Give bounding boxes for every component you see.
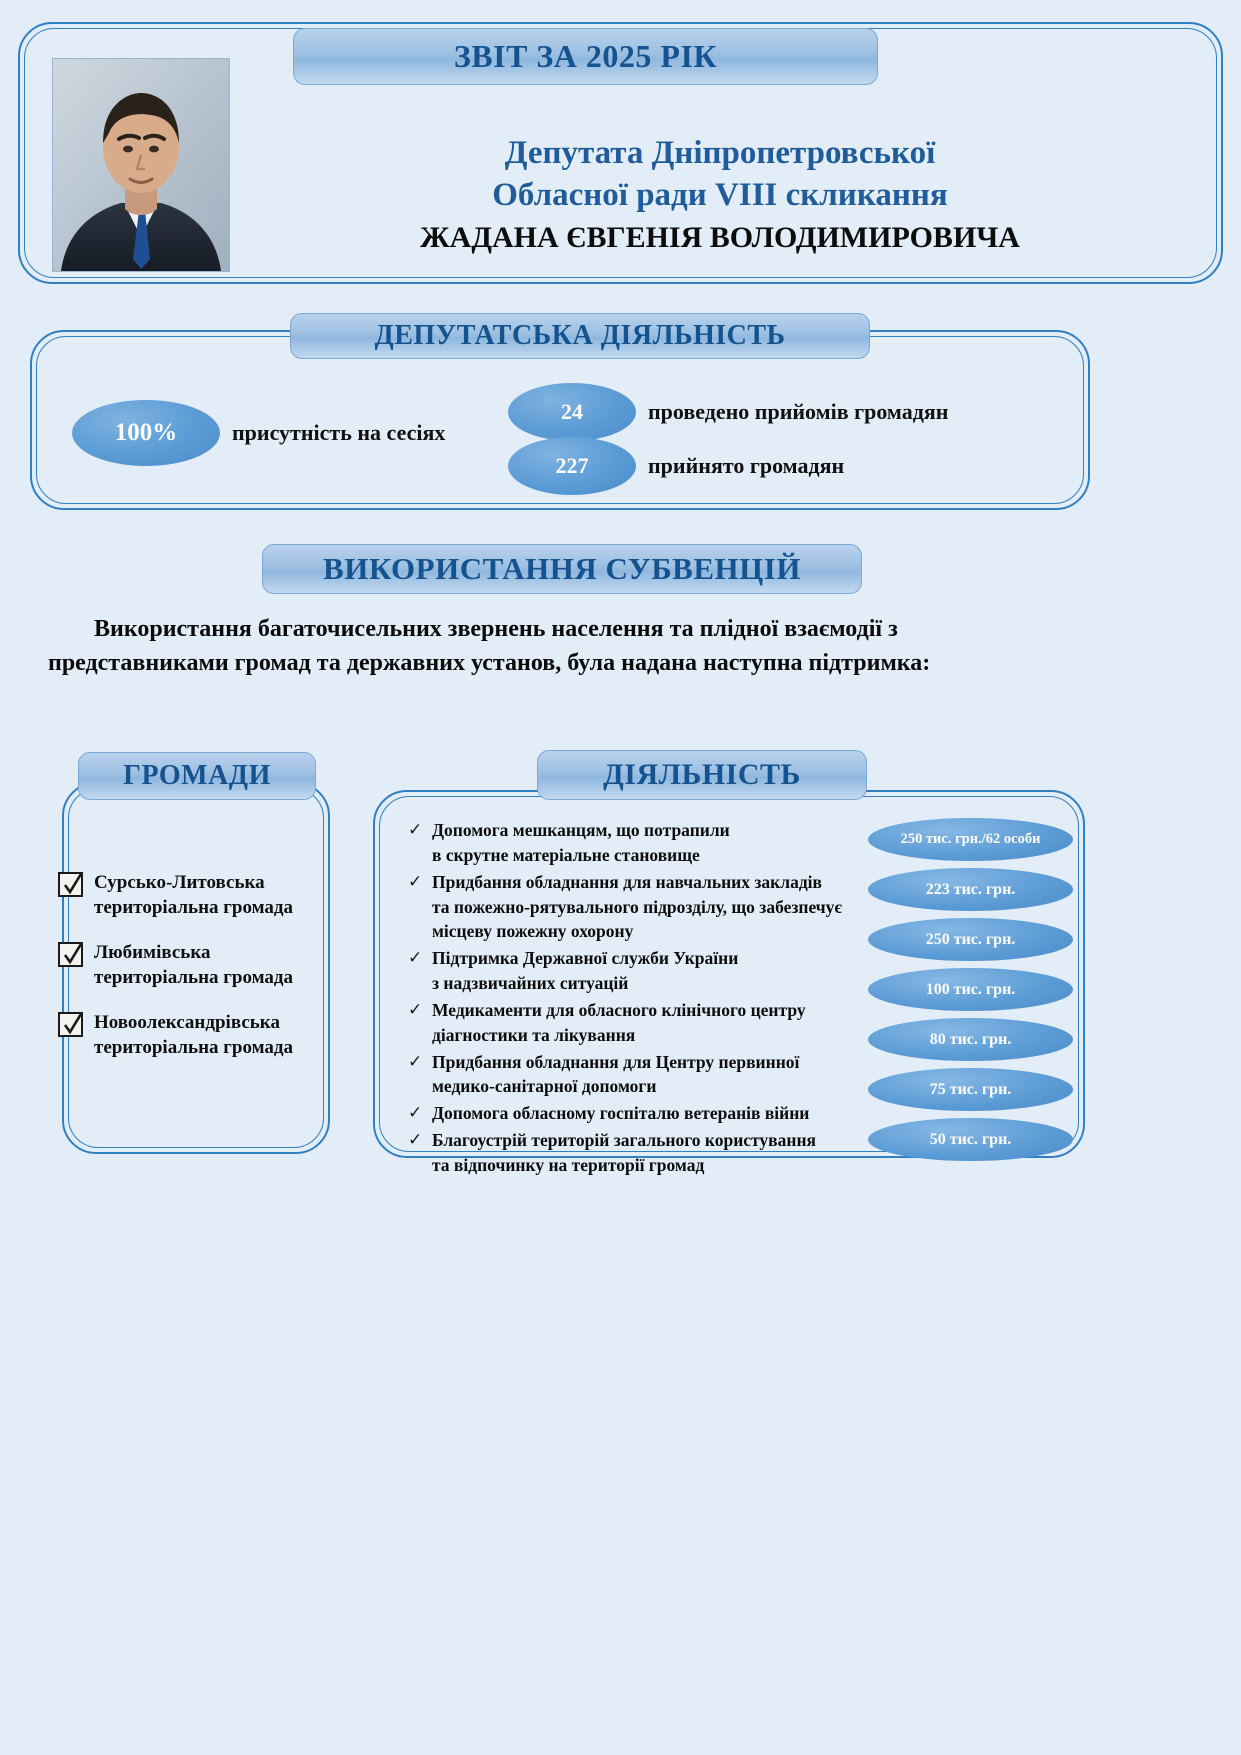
page-title: ЗВІТ ЗА 2025 РІК bbox=[293, 28, 878, 85]
community-label bbox=[94, 870, 293, 920]
amounts-column bbox=[868, 818, 1078, 1168]
header-line-1: Депутата Дніпропетровської bbox=[504, 135, 936, 171]
deed-line-1: Придбання обладнання для навчальних закладів bbox=[432, 871, 822, 892]
deed-line-1: Медикаменти для обласного клінічного центру bbox=[432, 999, 806, 1020]
checkmark-icon: ✓ bbox=[408, 948, 423, 968]
deed-line-3: місцеву пожежну охорону bbox=[432, 921, 634, 942]
deed-text bbox=[432, 818, 730, 868]
community-line-2: територіальна громада bbox=[94, 1037, 294, 1059]
deputy-name: ЖАДАНА ЄВГЕНІЯ ВОЛОДИМИРОВИЧА bbox=[420, 221, 1020, 255]
stat-attendance-label: присутність на сесіях bbox=[232, 420, 446, 445]
amount-badge: 100 тис. грн. bbox=[868, 968, 1073, 1011]
community-line-2: територіальна громада bbox=[94, 967, 294, 989]
amount-badge: 75 тис. грн. bbox=[868, 1068, 1073, 1111]
deed-line-2: в скрутне матеріальне становище bbox=[432, 844, 700, 865]
header-line-2: Обласної ради VIII скликання bbox=[492, 177, 948, 214]
checkmark-icon: ✓ bbox=[408, 999, 423, 1019]
deed-line-2: з надзвичайних ситуацій bbox=[432, 973, 629, 994]
community-label bbox=[94, 1010, 293, 1060]
community-line-1: Любимівська bbox=[94, 942, 211, 964]
checkbox-checked-icon bbox=[58, 942, 83, 967]
community-line-1: Новоолександрівська bbox=[94, 1012, 280, 1034]
deed-line-1: Придбання обладнання для Центру первинної bbox=[432, 1051, 800, 1072]
deeds-list bbox=[408, 818, 878, 1180]
deed-line-2: діагностики та лікування bbox=[432, 1024, 636, 1045]
deeds-section-title: ДІЯЛЬНІСТЬ bbox=[537, 750, 867, 800]
deed-text bbox=[432, 946, 738, 996]
avatar bbox=[52, 58, 230, 272]
amount-badge: 250 тис. грн. bbox=[868, 918, 1073, 961]
deed-line-1: Благоустрій територій загального користування bbox=[432, 1130, 817, 1151]
community-label bbox=[94, 940, 293, 990]
list-item bbox=[408, 1128, 878, 1178]
deed-text bbox=[432, 998, 806, 1048]
checkmark-icon: ✓ bbox=[408, 1103, 423, 1123]
stat-citizens-label: прийнято громадян bbox=[648, 453, 845, 478]
communities-list bbox=[58, 870, 338, 1080]
subvention-paragraph: Використання багаточисельних звернень населення та плідної взаємодії з представниками громад та державних установ, була надана наступна підтримка: bbox=[48, 616, 931, 677]
stat-attendance bbox=[72, 400, 445, 466]
stat-receptions-value: 24 bbox=[508, 383, 636, 441]
list-item bbox=[408, 998, 878, 1048]
checkbox-checked-icon bbox=[58, 1012, 83, 1037]
deed-text bbox=[432, 1050, 799, 1100]
deed-line-2: та пожежно-рятувального підрозділу, що забезпечує bbox=[432, 896, 842, 917]
deed-line-1: Підтримка Державної служби України bbox=[432, 948, 739, 969]
checkmark-icon: ✓ bbox=[408, 1051, 423, 1071]
amount-badge: 50 тис. грн. bbox=[868, 1118, 1073, 1161]
activity-section-title: ДЕПУТАТСЬКА ДІЯЛЬНІСТЬ bbox=[290, 313, 870, 359]
community-line-1: Сурсько-Литовська bbox=[94, 872, 265, 893]
list-item bbox=[408, 946, 878, 996]
list-item bbox=[58, 870, 338, 920]
amount-badge: 223 тис. грн. bbox=[868, 868, 1073, 911]
stat-receptions-label: проведено прийомів громадян bbox=[648, 399, 949, 424]
amount-badge: 80 тис. грн. bbox=[868, 1018, 1073, 1061]
checkmark-icon: ✓ bbox=[408, 871, 423, 891]
deed-line-1: Допомога обласному госпіталю ветеранів війни bbox=[432, 1103, 810, 1124]
communities-section-title: ГРОМАДИ bbox=[78, 752, 316, 800]
stat-attendance-value: 100% bbox=[72, 400, 220, 466]
amount-badge: 250 тис. грн./62 особи bbox=[868, 818, 1073, 861]
header-text-block bbox=[245, 132, 1195, 257]
stat-citizens bbox=[508, 437, 844, 495]
checkmark-icon: ✓ bbox=[408, 1130, 423, 1150]
deed-text bbox=[432, 1128, 816, 1178]
deed-line-2: та відпочинку на території громад bbox=[432, 1154, 705, 1175]
list-item bbox=[408, 1050, 878, 1100]
stat-citizens-value: 227 bbox=[508, 437, 636, 495]
portrait-photo-icon bbox=[53, 59, 229, 271]
deed-text bbox=[432, 870, 842, 945]
deed-text bbox=[432, 1101, 809, 1126]
community-line-2: територіальна громада bbox=[94, 897, 294, 919]
subvention-section-title: ВИКОРИСТАННЯ СУБВЕНЦІЙ bbox=[262, 544, 862, 594]
list-item bbox=[408, 1101, 878, 1126]
list-item bbox=[58, 940, 338, 990]
deed-line-1: Допомога мешканцям, що потрапили bbox=[432, 820, 730, 840]
list-item bbox=[408, 818, 878, 868]
deed-line-2: медико-санітарної допомоги bbox=[432, 1076, 657, 1097]
stat-receptions bbox=[508, 383, 948, 441]
checkbox-checked-icon bbox=[58, 872, 83, 897]
list-item bbox=[408, 870, 878, 945]
checkmark-icon: ✓ bbox=[408, 820, 423, 839]
list-item bbox=[58, 1010, 338, 1060]
